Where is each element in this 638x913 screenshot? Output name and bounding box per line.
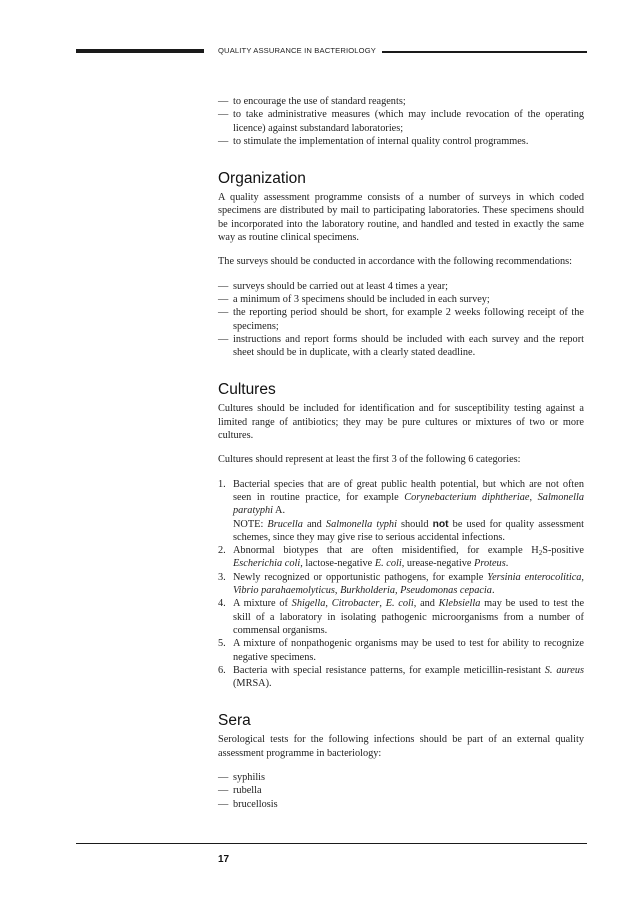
section-heading-organization: Organization (218, 170, 306, 188)
sera-paragraph-1: Serological tests for the following infections should be part of an external quality assessment programme in bacteriology: (218, 734, 584, 759)
list-item (218, 571, 584, 598)
species-name: Brucella (267, 518, 303, 530)
species-name: Proteus (474, 558, 506, 570)
sera-list (218, 771, 584, 811)
species-name: Escherichia coli (233, 558, 301, 570)
species-name: E. coli (374, 558, 402, 570)
intro-list (218, 95, 584, 148)
emphasis-not: not (432, 518, 449, 530)
list-item (218, 637, 584, 664)
item-text: , lactose-negative (300, 558, 375, 570)
item-number: 1. (218, 478, 226, 490)
running-head: QUALITY ASSURANCE IN BACTERIOLOGY (218, 46, 376, 55)
list-item: — instructions and report forms should be included with each survey and the report sheet should be in duplicate, with a clearly stated deadline. (218, 333, 584, 360)
list-item: — rubella (218, 784, 584, 797)
species-name: Yersinia enterocolitica, Vibrio parahaemolyticus (233, 571, 584, 597)
item-text: , (379, 598, 386, 610)
species-name: Klebsiella (438, 598, 481, 610)
list-item: — a minimum of 3 specimens should be included in each survey; (218, 293, 584, 306)
item-text: Abnormal biotypes that are often misidentified, for example H (233, 545, 539, 557)
item-text: may be used to test the skill of a laboratory in isolating pathogenic microorganisms from a number of commensal organisms. (233, 598, 585, 636)
species-name: Shigella (291, 598, 326, 610)
item-number: 5. (218, 638, 226, 650)
list-item: — surveys should be carried out at least 4 times a year; (218, 280, 584, 293)
list-item (218, 544, 584, 571)
item-text: should (396, 518, 433, 530)
section-heading-cultures: Cultures (218, 381, 276, 399)
item-number: 3. (218, 571, 226, 583)
subscript: 2 (538, 549, 543, 558)
list-item: — syphilis (218, 771, 584, 784)
cultures-categories-list (218, 478, 584, 691)
item-text: A mixture of (233, 598, 292, 610)
item-number: 4. (218, 598, 226, 610)
list-item (218, 478, 584, 544)
footer-rule (76, 843, 587, 844)
item-text: (MRSA). (233, 678, 272, 690)
organization-paragraph-2: The surveys should be conducted in accordance with the following recommendations: (218, 256, 572, 268)
item-text: Bacterial species that are of great public health potential, but which are not often seen in routine practice, for example (233, 478, 584, 503)
organization-list (218, 280, 584, 360)
species-name: Salmonella typhi (325, 518, 397, 530)
species-name: Salmonella paratyphi (233, 491, 584, 517)
species-name: Corynebacterium diphtheriae (404, 491, 530, 503)
header-rule-thin (382, 51, 587, 53)
cultures-paragraph-1: Cultures should be included for identification and for susceptibility testing against a limited range of antibiotics; they may be pure cultures or mixtures of two or more cultures. (218, 403, 584, 442)
list-item: — to stimulate the implementation of internal quality control programmes. (218, 135, 584, 148)
note-label: NOTE: (233, 518, 268, 530)
list-item (218, 597, 584, 637)
species-name: S. aureus (544, 664, 584, 676)
list-item: — brucellosis (218, 798, 584, 811)
cultures-paragraph-2: Cultures should represent at least the first 3 of the following 6 categories: (218, 454, 521, 466)
item-text: . (491, 585, 495, 597)
list-item: — to take administrative measures (which may include revocation of the operating licence) against substandard laboratories; (218, 108, 584, 135)
header-rule-thick (76, 49, 204, 53)
item-text: A mixture of nonpathogenic organisms may be used to test for ability to recognize negative specimens. (233, 638, 584, 663)
species-name: Burkholderia, Pseudomonas cepacia (340, 585, 492, 597)
item-text: S-positive (542, 545, 584, 557)
item-text: and (302, 518, 326, 530)
item-text: , (334, 585, 341, 597)
list-item: — to encourage the use of standard reagents; (218, 95, 584, 108)
list-item: — the reporting period should be short, for example 2 weeks following receipt of the specimens; (218, 306, 584, 333)
list-item (218, 664, 584, 691)
organization-paragraph-1: A quality assessment programme consists of a number of surveys in which coded specimens are distributed by mail to participating laboratories. These specimens should be incorporated into the laboratory routine, and handled and tested in exactly the same way as routine clinical specimens. (218, 192, 584, 244)
item-number: 6. (218, 664, 226, 676)
page-number: 17 (218, 854, 230, 865)
species-name: E. coli (385, 598, 414, 610)
item-text: Bacteria with special resistance patterns, for example meticillin-resistant (233, 664, 545, 676)
item-text: , urease-negative (401, 558, 475, 570)
species-name: Citrobacter (331, 598, 380, 610)
item-text: , (325, 598, 332, 610)
page-body (218, 95, 584, 811)
item-text: , (529, 491, 538, 503)
item-number: 2. (218, 545, 226, 557)
item-text: Newly recognized or opportunistic pathogens, for example (233, 571, 488, 583)
item-text: be used for quality assessment schemes, since they may give rise to serious accidental infections. (233, 518, 584, 543)
item-text: A. (273, 505, 286, 517)
section-heading-sera: Sera (218, 712, 251, 730)
item-text: . (505, 558, 509, 570)
item-text: , and (413, 598, 439, 610)
